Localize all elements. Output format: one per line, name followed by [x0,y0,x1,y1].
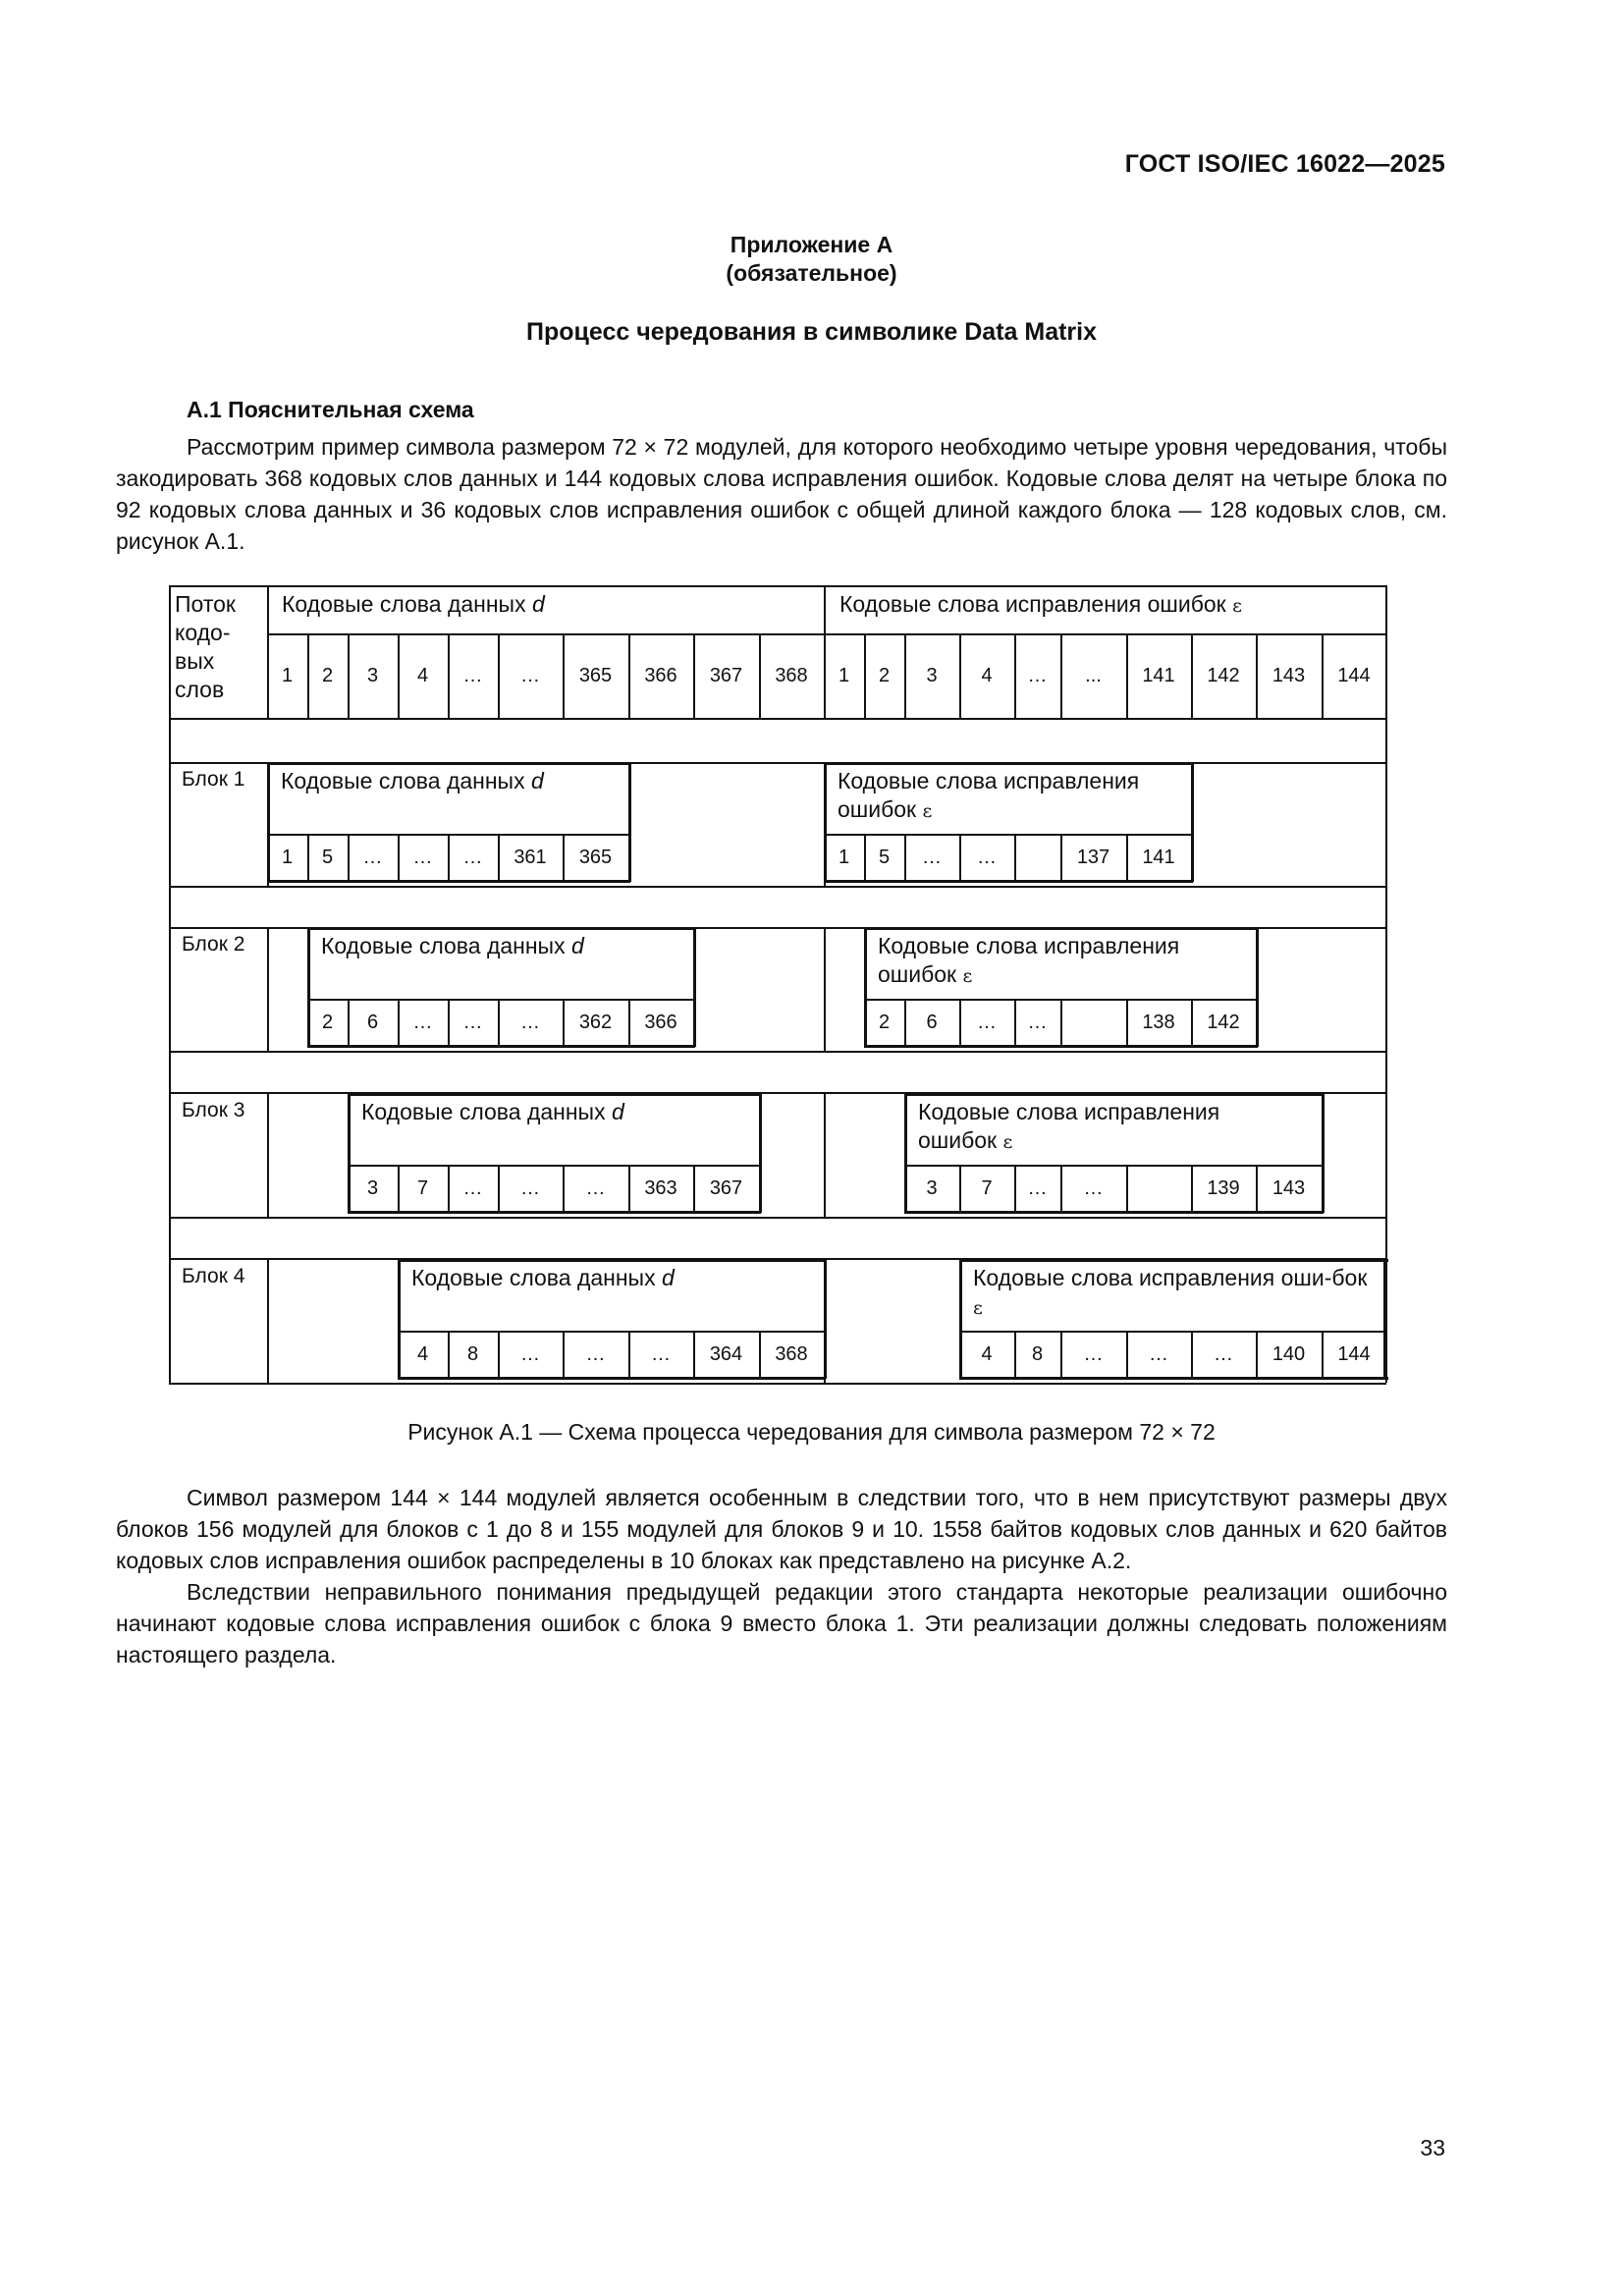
stream-cell-divider [864,633,866,718]
block-data-label-text: Кодовые слова данных [411,1265,662,1290]
block-ecc-cell: … [1083,1176,1104,1199]
table-bottom-rule [169,1383,1386,1385]
data-box-top [348,1093,761,1096]
annex-heading: Процесс чередования в символике Data Matrix [525,318,1098,346]
data-box-right [628,762,631,882]
block-ecc-label [973,1264,1382,1323]
stream-data-cell: 2 [321,665,334,686]
block-ecc-label-symbol: ε [962,965,973,987]
block-ecc-cell: 139 [1207,1176,1240,1199]
block-data-label-symbol: d [530,768,544,793]
ecc-box-top [959,1259,1388,1262]
ecc-cell-divider [1060,1165,1062,1211]
stream-cell-divider [1126,633,1128,718]
ecc-box-cell-rule [824,834,1191,836]
block-mid-rule [824,927,826,1051]
stream-data-cell: 365 [578,665,613,686]
ecc-cell-divider [1126,1331,1128,1377]
block-mid-rule [824,1259,826,1383]
stream-cell-divider [1060,633,1062,718]
gap-rule [169,1092,1386,1094]
data-cell-divider [348,999,350,1045]
data-box-top [398,1259,826,1262]
data-box-left [267,762,270,882]
block-label-divider [267,762,269,886]
ecc-cell-divider [1014,834,1016,880]
block-ecc-cell: 4 [981,1342,993,1365]
table-top-rule [169,585,1386,587]
ecc-cell-divider [1126,1165,1128,1211]
ecc-box-left [904,1093,907,1213]
block-ecc-cell: … [1027,1011,1048,1033]
stream-data-label-text: Кодовые слова данных [282,591,532,617]
block-ecc-cell: 7 [981,1176,993,1199]
data-cell-divider [563,1331,565,1377]
ecc-box-top [824,762,1193,765]
ecc-cell-divider [1060,834,1062,880]
block-data-cell: 362 [578,1011,613,1033]
block-ecc-cell: 141 [1142,846,1175,868]
block-ecc-label-symbol: ε [1002,1131,1013,1153]
stream-data-cell: 367 [709,665,743,686]
ecc-cell-divider [904,999,906,1045]
stream-cell-divider [398,633,400,718]
data-cell-divider [398,1165,400,1211]
block-data-label-symbol: d [611,1099,624,1124]
intro-paragraph: Рассмотрим пример символа размером 72 × 72 модулей, для которого необходимо четыре уровня чередования, чтобы закодировать 368 кодовых слов данных и 144 кодовых слова исправления ошибок. Кодовые слова делят на четыре блока по 92 кодовых слова данных и 36 кодовых слов исправления ошибок с общей длиной каждого блока — 128 кодовых слов, см. рисунок А.1. [116,434,1447,554]
ecc-cell-divider [864,834,866,880]
block-ecc-cell: 1 [838,846,850,868]
stream-ecc-cell: ... [1085,665,1102,686]
ecc-box-bottom [959,1377,1388,1380]
block-label: Блок 3 [182,1099,245,1121]
block-data-cell: … [462,1176,483,1199]
block-data-cell: … [362,846,383,868]
block-ecc-cell: … [1027,1176,1048,1199]
stream-ecc-cell: 2 [878,665,891,686]
stream-data-label-symbol: d [531,591,545,617]
stream-ecc-label-symbol: ε [1232,595,1242,617]
gap-rule [169,886,1386,888]
ecc-cell-divider [1256,1165,1258,1211]
header-row-rule [267,633,1386,635]
block-ecc-cell: 140 [1271,1342,1306,1365]
stream-data-label [282,590,812,619]
block-data-label-text: Кодовые слова данных [281,768,531,793]
block-data-cell: … [585,1342,606,1365]
data-cell-divider [628,1165,630,1211]
ecc-box-left [959,1259,962,1379]
stream-cell-divider [904,633,906,718]
stream-ecc-cell: 144 [1337,665,1371,686]
ecc-box-top [904,1093,1324,1096]
stream-cell-divider [759,633,761,718]
block-ecc-label [918,1098,1276,1157]
data-box-top [267,762,630,765]
ecc-box-right [1256,927,1259,1047]
stream-cell-divider [307,633,309,718]
block-ecc-cell: 144 [1337,1342,1371,1365]
data-box-cell-rule [307,999,693,1001]
block-data-cell: … [520,1342,540,1365]
block-ecc-cell: 142 [1207,1011,1240,1033]
block-ecc-label-text: Кодовые слова исправления оши-бок [973,1265,1368,1290]
data-box-left [348,1093,351,1213]
figure-caption: Рисунок А.1 — Схема процесса чередования для символа размером 72 × 72 [407,1419,1216,1445]
block-ecc-label-text: Кодовые слова исправления ошибок [838,768,1140,822]
body-paragraph-1: Символ размером 144 × 144 модулей является особенным в следствии того, что в нем присутствуют размеры двух блоков 156 модулей для блоков с 1 до 8 и 155 модулей для блоков 9 и 10. 1558 байтов кодовых слов данных и 620 байтов кодовых слов исправления ошибок распределены в 10 блоках как представлено на рисунке А.2. [116,1485,1447,1573]
ecc-box-right [1383,1259,1386,1379]
annex-title-block [0,231,1623,288]
ecc-cell-divider [904,834,906,880]
block-data-cell: … [520,1011,540,1033]
data-cell-divider [307,834,309,880]
block-ecc-cell: 8 [1031,1342,1044,1365]
ecc-box-right [1322,1093,1325,1213]
block-data-cell: … [412,1011,433,1033]
block-mid-rule [824,762,826,886]
stream-cell-divider [1191,633,1193,718]
section-heading: А.1 Пояснительная схема [187,397,474,422]
block-ecc-label [838,767,1196,826]
block-data-label-text: Кодовые слова данных [321,933,571,958]
ecc-cell-divider [1060,1331,1062,1377]
data-cell-divider [693,1165,695,1211]
data-box-cell-rule [267,834,628,836]
ecc-box-bottom [864,1045,1258,1048]
block-data-cell: 4 [416,1342,429,1365]
block-data-label [411,1264,818,1292]
block-data-label-symbol: d [570,933,584,958]
block-ecc-cell: … [1083,1342,1104,1365]
block-ecc-cell: … [977,846,997,868]
ecc-cell-divider [1014,1165,1016,1211]
gap-rule [169,762,1386,764]
data-cell-divider [498,999,500,1045]
block-data-label-symbol: d [661,1265,675,1290]
block-data-cell: 363 [644,1176,677,1199]
block-data-cell: 365 [578,846,613,868]
data-box-right [824,1259,827,1379]
data-cell-divider [498,1165,500,1211]
stream-cell-divider [348,633,350,718]
data-cell-divider [563,834,565,880]
data-box-bottom [307,1045,695,1048]
data-cell-divider [448,834,450,880]
data-cell-divider [448,999,450,1045]
data-cell-divider [563,1165,565,1211]
ecc-cell-divider [1126,834,1128,880]
stream-cell-divider [628,633,630,718]
stream-data-cell: 3 [366,665,379,686]
ecc-cell-divider [959,1165,961,1211]
stream-cell-divider [563,633,565,718]
stream-ecc-cell: 1 [838,665,850,686]
block-ecc-cell: 3 [926,1176,938,1199]
block-ecc-cell: … [1214,1342,1233,1365]
block-ecc-cell: 2 [878,1011,891,1033]
data-cell-divider [563,999,565,1045]
block-data-cell: 3 [366,1176,379,1199]
stream-cell-divider [959,633,961,718]
ecc-box-left [824,762,827,882]
block-ecc-cell: 138 [1142,1011,1175,1033]
page-number: 33 [1420,2135,1445,2160]
block-ecc-label-symbol: ε [922,800,933,822]
block-data-label [361,1098,753,1126]
block-data-cell: … [462,1011,483,1033]
block-data-cell: 8 [466,1342,479,1365]
stream-data-cell: 368 [775,665,808,686]
block-label: Блок 4 [182,1265,245,1287]
stream-label-divider [267,585,269,718]
stream-ecc-label-text: Кодовые слова исправления ошибок [839,591,1233,617]
data-box-cell-rule [348,1165,759,1167]
data-cell-divider [348,834,350,880]
block-data-cell: 2 [321,1011,334,1033]
stream-cell-divider [693,633,695,718]
ecc-box-left [864,927,867,1047]
stream-row-bottom-rule [169,718,1386,720]
ecc-box-bottom [824,880,1193,883]
stream-data-cell: … [462,665,483,686]
block-data-label-text: Кодовые слова данных [361,1099,612,1124]
block-data-cell: … [520,1176,540,1199]
ecc-cell-divider [1191,1165,1193,1211]
ecc-box-bottom [904,1211,1324,1214]
ecc-cell-divider [1014,999,1016,1045]
block-data-cell: 361 [514,846,547,868]
data-box-right [759,1093,762,1213]
data-box-bottom [267,880,630,883]
data-cell-divider [628,1331,630,1377]
stream-data-cell: … [520,665,540,686]
data-cell-divider [448,1331,450,1377]
stream-ecc-cell: 143 [1271,665,1306,686]
stream-cell-divider [498,633,500,718]
block-ecc-cell: 137 [1076,846,1110,868]
data-cell-divider [398,999,400,1045]
ecc-cell-divider [1060,999,1062,1045]
annex-title: Приложение А [730,232,893,257]
stream-cell-divider [1256,633,1258,718]
ecc-cell-divider [1191,1331,1193,1377]
outer-right-rule [1385,585,1387,1383]
block-mid-rule [824,1093,826,1217]
ecc-box-cell-rule [959,1331,1386,1333]
stream-data-cell: 4 [416,665,429,686]
stream-data-ecc-divider [824,585,826,718]
data-box-left [307,927,310,1047]
data-box-bottom [348,1211,761,1214]
ecc-box-cell-rule [904,1165,1322,1167]
stream-data-cell: 366 [644,665,677,686]
block-data-cell: … [585,1176,606,1199]
ecc-cell-divider [1191,999,1193,1045]
data-box-bottom [398,1377,826,1380]
data-box-cell-rule [398,1331,824,1333]
block-data-cell: 367 [709,1176,743,1199]
block-data-cell: 1 [281,846,294,868]
ecc-cell-divider [1014,1331,1016,1377]
data-cell-divider [398,834,400,880]
stream-ecc-cell: 142 [1207,665,1240,686]
block-data-cell: 368 [775,1342,808,1365]
block-data-label [321,932,687,960]
body-paragraph-2: Вследствии неправильного понимания предыдущей редакции этого стандарта некоторые реализации ошибочно начинают кодовые слова исправления ошибок с блока 9 вместо блока 1. Эти реализации должны следовать положениям настоящего раздела. [116,1579,1447,1667]
block-ecc-cell: … [977,1011,997,1033]
block-data-cell: … [651,1342,671,1365]
data-box-top [307,927,695,930]
ecc-box-cell-rule [864,999,1256,1001]
block-label-divider [267,1093,269,1217]
stream-ecc-cell: … [1027,665,1048,686]
stream-cell-divider [1322,633,1324,718]
data-box-right [693,927,696,1047]
outer-left-rule [169,585,171,1383]
stream-label: Поток кодо-вых слов [175,591,236,702]
ecc-cell-divider [1126,999,1128,1045]
block-label: Блок 2 [182,933,245,956]
data-cell-divider [448,1165,450,1211]
block-data-cell: … [462,846,483,868]
block-data-cell: 366 [644,1011,677,1033]
gap-rule [169,1051,1386,1053]
block-ecc-cell: 5 [878,846,891,868]
ecc-cell-divider [1256,1331,1258,1377]
data-cell-divider [498,834,500,880]
block-data-label [281,767,622,795]
block-label-divider [267,1259,269,1383]
block-ecc-label-text: Кодовые слова исправления ошибок [878,933,1180,987]
ecc-cell-divider [959,999,961,1045]
stream-data-cell: 1 [281,665,294,686]
block-data-cell: 7 [416,1176,429,1199]
data-cell-divider [628,999,630,1045]
data-box-left [398,1259,401,1379]
block-label-divider [267,927,269,1051]
ecc-box-right [1191,762,1194,882]
block-data-cell: 6 [366,1011,379,1033]
block-ecc-label [878,932,1236,991]
stream-ecc-cell: 141 [1142,665,1175,686]
gap-rule [169,1217,1386,1219]
block-label: Блок 1 [182,768,245,791]
block-ecc-label-text: Кодовые слова исправления ошибок [918,1099,1220,1153]
block-data-cell: 5 [321,846,334,868]
ecc-cell-divider [959,834,961,880]
document-header: ГОСТ ISO/IEC 16022—2025 [1124,150,1445,178]
ecc-cell-divider [1322,1331,1324,1377]
data-cell-divider [498,1331,500,1377]
gap-rule [169,927,1386,929]
block-data-cell: … [412,846,433,868]
block-ecc-cell: 6 [926,1011,938,1033]
block-ecc-cell: … [922,846,942,868]
stream-ecc-cell: 3 [926,665,938,686]
block-ecc-label-symbol: ε [973,1297,983,1319]
block-ecc-cell: 143 [1271,1176,1306,1199]
block-data-cell: 364 [709,1342,743,1365]
annex-status: (обязательное) [726,260,897,286]
block-ecc-cell: … [1149,1342,1168,1365]
stream-cell-divider [1014,633,1016,718]
data-cell-divider [759,1331,761,1377]
stream-ecc-cell: 4 [981,665,993,686]
stream-cell-divider [448,633,450,718]
data-cell-divider [693,1331,695,1377]
ecc-box-top [864,927,1258,930]
stream-ecc-label [839,590,1370,621]
gap-rule [169,1258,1386,1260]
